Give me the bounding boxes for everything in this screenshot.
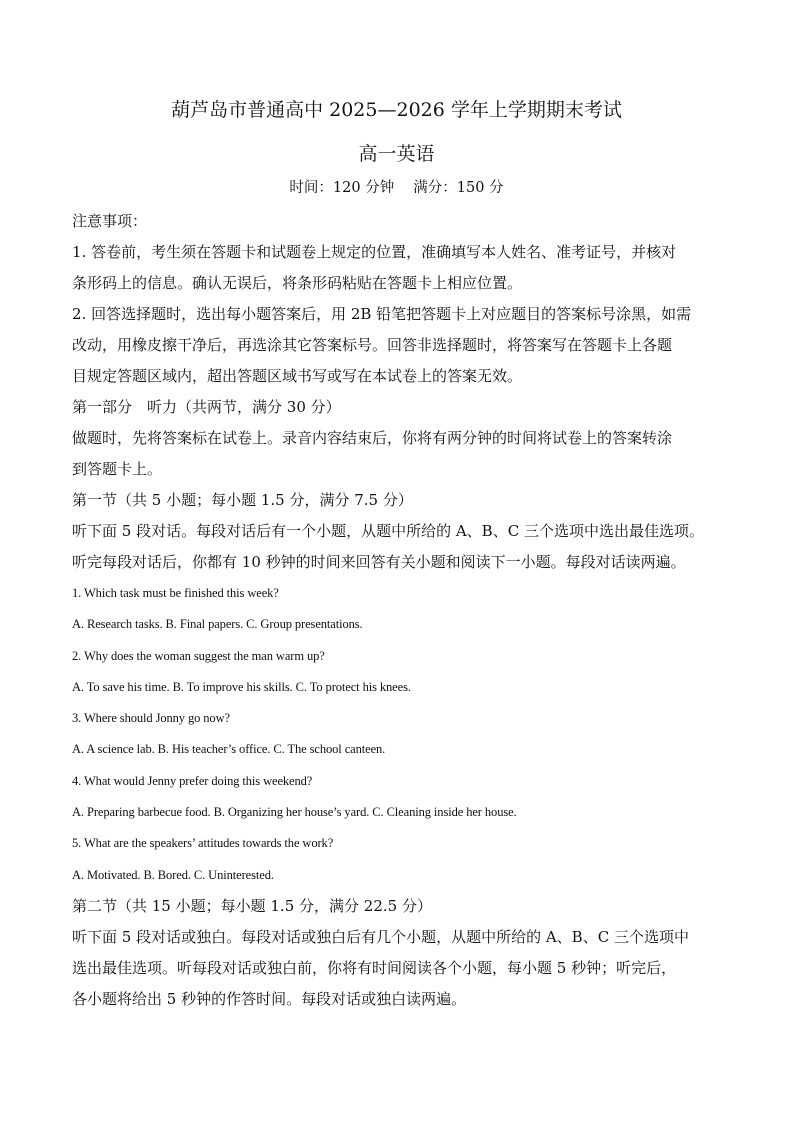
question-5: 5. What are the speakers’ attitudes towards the work? — [72, 836, 334, 851]
section-2-heading: 第二节（共 15 小题；每小题 1.5 分，满分 22.5 分） — [72, 896, 432, 915]
notice-item-1-line-2: 条形码上的信息。确认无误后，将条形码粘贴在答题卡上相应位置。 — [72, 274, 523, 292]
part-1-instruction-line-2: 到答题卡上。 — [72, 460, 163, 478]
section-1-instruction-line-1: 听下面 5 段对话。每段对话后有一个小题，从题中所给的 A、B、C 三个选项中选出最佳选项。 — [72, 522, 704, 540]
question-1: 1. Which task must be finished this week? — [72, 586, 279, 600]
notice-item-2-line-2: 改动，用橡皮擦干净后，再选涂其它答案标号。回答非选择题时，将答案写在答题卡上各题 — [72, 336, 673, 354]
question-1-options: A. Research tasks. B. Final papers. C. Group presentations. — [72, 617, 363, 632]
section-2-instruction-line-3: 各小题将给出 5 秒钟的作答时间。每段对话或独白读两遍。 — [72, 989, 467, 1008]
exam-content — [72, 206, 732, 1015]
question-2: 2. Why does the woman suggest the man warm up? — [72, 648, 325, 663]
exam-subject: 高一英语 — [358, 143, 435, 165]
question-2-options: A. To save his time. B. To improve his skills. C. To protect his knees. — [72, 679, 411, 694]
notice-item-2-line-1: 2. 回答选择题时，选出每小题答案后，用 2B 铅笔把答题卡上对应题目的答案标号涂黑，如需 — [72, 305, 692, 323]
question-4-options: A. Preparing barbecue food. B. Organizing her house’s yard. C. Cleaning inside her house. — [72, 805, 517, 820]
question-5-options: A. Motivated. B. Bored. C. Uninterested. — [72, 867, 274, 882]
part-1-instruction-line-1: 做题时，先将答案标在试卷上。录音内容结束后，你将有两分钟的时间将试卷上的答案转涂 — [72, 429, 673, 447]
section-1-instruction-line-2: 听完每段对话后，你都有 10 秒钟的时间来回答有关小题和阅读下一小题。每段对话读两遍。 — [72, 553, 686, 571]
question-4: 4. What would Jenny prefer doing this weekend? — [72, 773, 313, 788]
section-2-instruction-line-2: 选出最佳选项。听每段对话或独白前，你将有时间阅读各个小题，每小题 5 秒钟；听完后， — [72, 958, 677, 977]
section-2-instruction-line-1: 听下面 5 段对话或独白。每段对话或独白后有几个小题，从题中所给的 A、B、C 三个选项中 — [72, 927, 689, 946]
part-1-heading: 第一部分 听力（共两节，满分 30 分） — [72, 398, 341, 416]
exam-time-info: 时间：120 分钟 满分：150 分 — [289, 180, 504, 196]
notice-item-2-line-3: 目规定答题区域内，超出答题区域书写或写在本试卷上的答案无效。 — [72, 367, 523, 385]
question-3-options: A. A science lab. B. His teacher’s office. C. The school canteen. — [72, 742, 386, 757]
notice-item-1-line-1: 1. 答卷前，考生须在答题卡和试题卷上规定的位置，准确填写本人姓名、准考证号，并核对 — [72, 243, 677, 261]
notice-heading: 注意事项： — [72, 212, 148, 230]
section-1-heading: 第一节（共 5 小题；每小题 1.5 分，满分 7.5 分） — [72, 491, 413, 509]
question-3: 3. Where should Jonny go now? — [72, 711, 230, 726]
exam-title: 葫芦岛市普通高中 2025—2026 学年上学期期末考试 — [171, 99, 622, 121]
